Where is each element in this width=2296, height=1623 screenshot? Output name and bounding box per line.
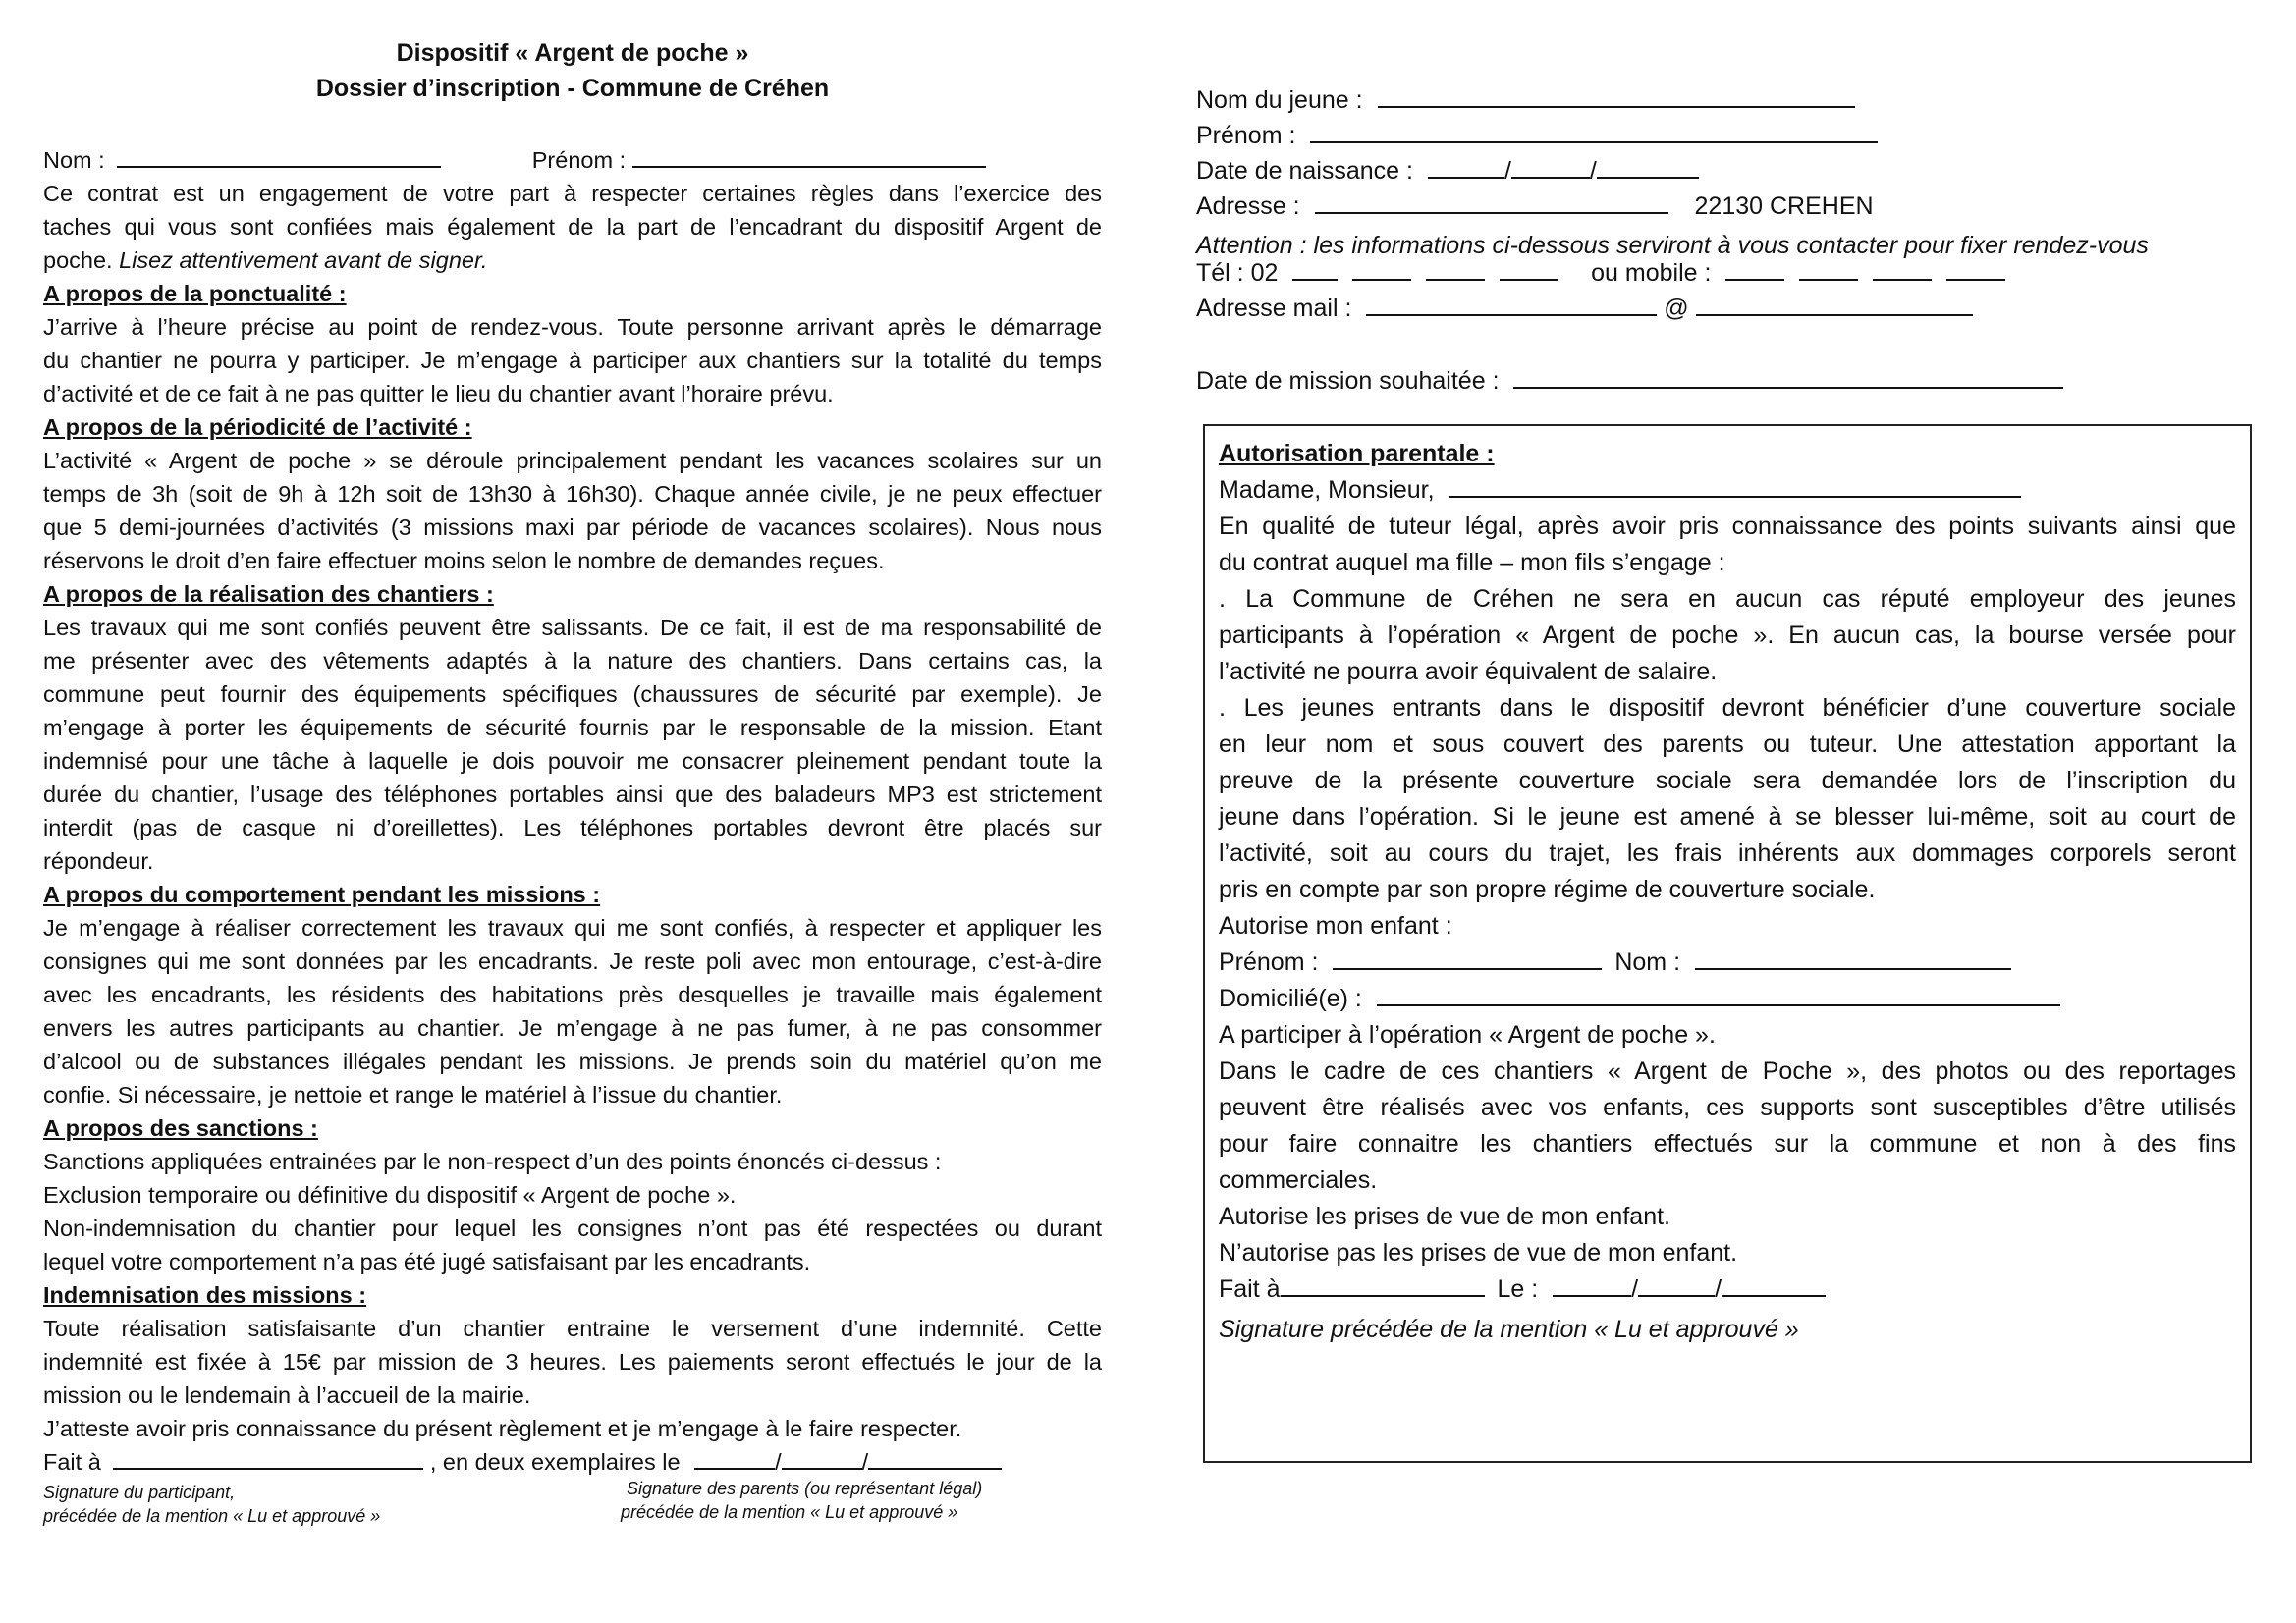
box-line: pris en compte par son propre régime de couverture sociale. xyxy=(1219,876,1876,903)
section-heading-chantiers: A propos de la réalisation des chantiers : xyxy=(43,581,494,607)
box-line: pour faire connaitre les chantiers effectués sur la commune et non à des fins xyxy=(1219,1130,2236,1158)
paragraph-line: que 5 demi-journées d’activités (3 missions maxi par période de vacances scolaires). Nous nous xyxy=(43,514,1102,540)
name-row xyxy=(43,143,986,177)
section-heading-periodicite: A propos de la périodicité de l’activité : xyxy=(43,414,472,440)
fait-a-row: Fait à , en deux exemplaires le / / xyxy=(43,1445,1002,1479)
paragraph-line: Les travaux qui me sont confiés peuvent être salissants. De ce fait, il est de ma responsabilité de xyxy=(43,615,1102,640)
intro-line xyxy=(43,243,487,277)
signature-parents-caption: précédée de la mention « Lu et approuvé » xyxy=(621,1502,958,1522)
paragraph-line: L’activité « Argent de poche » se déroule principalement pendant les vacances scolaires sur un xyxy=(43,448,1102,473)
birth-month-field[interactable] xyxy=(1511,155,1590,179)
nom-field[interactable] xyxy=(117,144,441,168)
prenom-field[interactable] xyxy=(632,144,986,168)
paragraph-line: Sanctions appliquées entrainées par le non-respect d’un des points énoncés ci-dessus : xyxy=(43,1149,942,1174)
intro-italic: Lisez attentivement avant de signer. xyxy=(119,247,488,273)
box-line: du contrat auquel ma fille – mon fils s’engage : xyxy=(1219,549,1725,576)
box-line: participants à l’opération « Argent de poche ». En aucun cas, la bourse versée pour xyxy=(1219,622,2236,649)
birth-day-field[interactable] xyxy=(1428,155,1504,179)
signature-parents-caption: Signature des parents (ou représentant légal) xyxy=(627,1479,983,1498)
adresse-label: Adresse : xyxy=(1196,192,1300,220)
box-line: commerciales. xyxy=(1219,1166,1378,1194)
madame-label: Madame, Monsieur, xyxy=(1219,476,1435,504)
box-line: . La Commune de Créhen ne sera en aucun cas réputé employeur des jeunes xyxy=(1219,585,2236,613)
parental-authorization-box xyxy=(1203,424,2252,1463)
box-date-year-field[interactable] xyxy=(1722,1273,1826,1297)
paragraph-line: consignes qui me sont données par les encadrants. Je reste poli avec mon entourage, c’est-à-dire xyxy=(43,948,1102,974)
paragraph-line: du chantier ne pourra y participer. Je m’engage à participer aux chantiers sur la totalité du temps xyxy=(43,348,1102,373)
domicile-label: Domicilié(e) : xyxy=(1219,985,1362,1012)
box-fait-a-label: Fait à xyxy=(1219,1275,1281,1303)
box-le-label: Le : xyxy=(1497,1275,1539,1303)
domicile-field[interactable] xyxy=(1377,983,2060,1006)
paragraph-line: Toute réalisation satisfaisante d’un chantier entraine le versement d’une indemnité. Cette xyxy=(43,1316,1102,1341)
prenom-field[interactable] xyxy=(1310,120,1878,143)
paragraph-line: m’engage à porter les équipements de sécurité fournis par le responsable de la mission. Etant xyxy=(43,715,1102,740)
paragraph-line: temps de 3h (soit de 9h à 12h soit de 13h30 à 16h30). Chaque année civile, je ne peux effectuer xyxy=(43,481,1102,507)
date-naissance-row: Date de naissance : / / xyxy=(1196,153,1699,189)
date-mission-field[interactable] xyxy=(1513,365,2063,389)
paragraph-line: réservons le droit d’en faire effectuer moins selon le nombre de demandes reçues. xyxy=(43,548,885,573)
mobile-field-2[interactable] xyxy=(1799,257,1858,281)
box-fait-a-row: Fait à Le : / / xyxy=(1219,1271,2236,1308)
mail-row xyxy=(1196,291,1973,326)
section-heading-ponctualite: A propos de la ponctualité : xyxy=(43,281,347,306)
box-line: preuve de la présente couverture sociale sera demandée lors de l’inscription du xyxy=(1219,767,2236,794)
box-line: en leur nom et sous couvert des parents ou tuteur. Une attestation apportant la xyxy=(1219,730,2236,758)
mobile-field-1[interactable] xyxy=(1725,257,1784,281)
paragraph-line: d’alcool ou de substances illégales pendant les missions. Je prends soin du matériel qu’on me xyxy=(43,1049,1102,1074)
child-nom-field[interactable] xyxy=(1695,947,2011,970)
telephone-row xyxy=(1196,255,2005,291)
postcode-city: 22130 CREHEN xyxy=(1694,192,1874,220)
parent-name-field[interactable] xyxy=(1449,474,2021,498)
paragraph-line: mission ou le lendemain à l’accueil de la mairie. xyxy=(43,1382,531,1408)
paragraph-line: indemnité est fixée à 15€ par mission de 3 heures. Les paiements seront effectués le jour de la xyxy=(43,1349,1102,1375)
tel-field-3[interactable] xyxy=(1426,257,1485,281)
box-line: . Les jeunes entrants dans le dispositif devront bénéficier d’une couverture sociale xyxy=(1219,694,2236,722)
box-signature-caption: Signature précédée de la mention « Lu et approuvé » xyxy=(1219,1316,1799,1343)
mobile-label: ou mobile : xyxy=(1591,259,1712,287)
signature-participant-caption: Signature du participant, xyxy=(43,1483,236,1502)
nom-jeune-label: Nom du jeune : xyxy=(1196,86,1363,114)
paragraph-line: me présenter avec des vêtements adaptés à la nature des chantiers. Dans certains cas, la xyxy=(43,648,1102,674)
paragraph-line: interdit (pas de casque ni d’oreillettes). Les téléphones portables devront être placés sur xyxy=(43,815,1102,840)
box-line: jeune dans l’opération. Si le jeune est amené à se blesser lui-même, soit au court de xyxy=(1219,803,2236,831)
child-name-row xyxy=(1219,945,2236,981)
paragraph-line: Je m’engage à réaliser correctement les travaux qui me sont confiés, à respecter et appliquer les xyxy=(43,915,1102,941)
mail-label: Adresse mail : xyxy=(1196,295,1352,322)
photo-consent-yes[interactable]: Autorise les prises de vue de mon enfant. xyxy=(1219,1203,1670,1230)
paragraph-line: lequel votre comportement n’a pas été jugé satisfaisant par les encadrants. xyxy=(43,1249,811,1274)
tel-field-4[interactable] xyxy=(1500,257,1558,281)
paragraph-line: envers les autres participants au chantier. Je m’engage à ne pas fumer, à ne pas consommer xyxy=(43,1015,1102,1041)
date-naissance-label: Date de naissance : xyxy=(1196,157,1413,185)
box-heading: Autorisation parentale : xyxy=(1219,440,1495,467)
paragraph-line: commune peut fournir des équipements spécifiques (chaussures de sécurité par exemple). Je xyxy=(43,681,1102,707)
box-line: peuvent être réalisés avec vos enfants, ces supports sont susceptibles d’être utilisés xyxy=(1219,1094,2236,1121)
box-date-month-field[interactable] xyxy=(1638,1273,1715,1297)
prenom-label: Prénom : xyxy=(1196,122,1296,149)
box-line: Autorise mon enfant : xyxy=(1219,912,1452,940)
document-subtitle: Dossier d’inscription - Commune de Créhen xyxy=(315,75,830,102)
fait-a-label: Fait à xyxy=(43,1449,101,1475)
box-line: Dans le cadre de ces chantiers « Argent de Poche », des photos ou des reportages xyxy=(1219,1057,2236,1085)
paragraph-line: Exclusion temporaire ou définitive du dispositif « Argent de poche ». xyxy=(43,1182,737,1208)
attention-note: Attention : les informations ci-dessous serviront à vous contacter pour fixer rendez-vous xyxy=(1196,232,2149,259)
at-sign: @ xyxy=(1664,295,1689,322)
fait-a-field[interactable] xyxy=(113,1446,423,1470)
date-mission-row xyxy=(1196,363,2063,399)
adresse-field[interactable] xyxy=(1315,190,1668,214)
section-heading-sanctions: A propos des sanctions : xyxy=(43,1115,318,1141)
box-fait-a-field[interactable] xyxy=(1281,1273,1485,1297)
child-prenom-label: Prénom : xyxy=(1219,948,1319,976)
section-heading-comportement: A propos du comportement pendant les missions : xyxy=(43,882,601,907)
mail-user-field[interactable] xyxy=(1366,293,1657,316)
tel-field-2[interactable] xyxy=(1352,257,1411,281)
box-line: l’activité, soit au cours du trajet, les frais inhérents aux dommages corporels seront xyxy=(1219,839,2236,867)
box-line: l’activité ne pourra avoir équivalent de salaire. xyxy=(1219,658,1718,685)
date-day-field[interactable] xyxy=(694,1446,775,1470)
nom-jeune-field[interactable] xyxy=(1378,84,1855,108)
date-month-field[interactable] xyxy=(782,1446,862,1470)
tel-field-1[interactable] xyxy=(1292,257,1338,281)
paragraph-line: J’arrive à l’heure précise au point de rendez-vous. Toute personne arrivant après le démarrage xyxy=(43,314,1102,340)
signature-participant-caption: précédée de la mention « Lu et approuvé » xyxy=(43,1506,381,1526)
box-date-day-field[interactable] xyxy=(1553,1273,1631,1297)
tel-label: Tél : 02 xyxy=(1196,259,1279,287)
document-title: Dispositif « Argent de poche » xyxy=(396,39,749,67)
photo-consent-no[interactable]: N’autorise pas les prises de vue de mon enfant. xyxy=(1219,1239,1738,1267)
intro-line: taches qui vous sont confiées mais également de la part de l’encadrant du dispositif Argent de xyxy=(43,214,1102,240)
paragraph-line: confie. Si nécessaire, je nettoie et range le matériel à l’issue du chantier. xyxy=(43,1082,783,1108)
domicile-row xyxy=(1219,981,2236,1017)
child-nom-label: Nom : xyxy=(1614,948,1681,976)
intro-text: poche. xyxy=(43,247,113,273)
madame-row xyxy=(1219,472,2236,509)
box-line: En qualité de tuteur légal, après avoir pris connaissance des points suivants ainsi que xyxy=(1219,513,2236,540)
date-mission-label: Date de mission souhaitée : xyxy=(1196,367,1500,395)
mail-domain-field[interactable] xyxy=(1696,293,1973,316)
en-deux-label: , en deux exemplaires le xyxy=(429,1449,681,1475)
intro-line: Ce contrat est un engagement de votre part à respecter certaines règles dans l’exercice des xyxy=(43,181,1102,206)
mobile-field-4[interactable] xyxy=(1946,257,2005,281)
mobile-field-3[interactable] xyxy=(1873,257,1932,281)
paragraph-line: Non-indemnisation du chantier pour lequel les consignes n’ont pas été respectées ou durant xyxy=(43,1216,1102,1241)
paragraph-line: répondeur. xyxy=(43,848,154,874)
nom-jeune-row xyxy=(1196,82,1855,118)
prenom-row xyxy=(1196,118,1878,153)
section-heading-indemnisation: Indemnisation des missions : xyxy=(43,1282,367,1308)
paragraph-line: d’activité et de ce fait à ne pas quitter le lieu du chantier avant l’horaire prévu. xyxy=(43,381,834,406)
paragraph-line: indemnisé pour une tâche à laquelle je dois pouvoir me consacrer pleinement pendant toute la xyxy=(43,748,1102,774)
birth-year-field[interactable] xyxy=(1597,155,1699,179)
date-year-field[interactable] xyxy=(868,1446,1002,1470)
paragraph-line: durée du chantier, l’usage des téléphones portables ainsi que des baladeurs MP3 est strictement xyxy=(43,782,1102,807)
paragraph-line: avec les encadrants, les résidents des habitations près desquelles je travaille mais également xyxy=(43,982,1102,1007)
adresse-row xyxy=(1196,189,1874,224)
nom-label: Nom : xyxy=(43,147,105,173)
paragraph-line: J’atteste avoir pris connaissance du présent règlement et je m’engage à le faire respecter. xyxy=(43,1416,962,1441)
prenom-label: Prénom : xyxy=(531,147,627,173)
child-prenom-field[interactable] xyxy=(1333,947,1602,970)
box-line: A participer à l’opération « Argent de poche ». xyxy=(1219,1021,1716,1049)
